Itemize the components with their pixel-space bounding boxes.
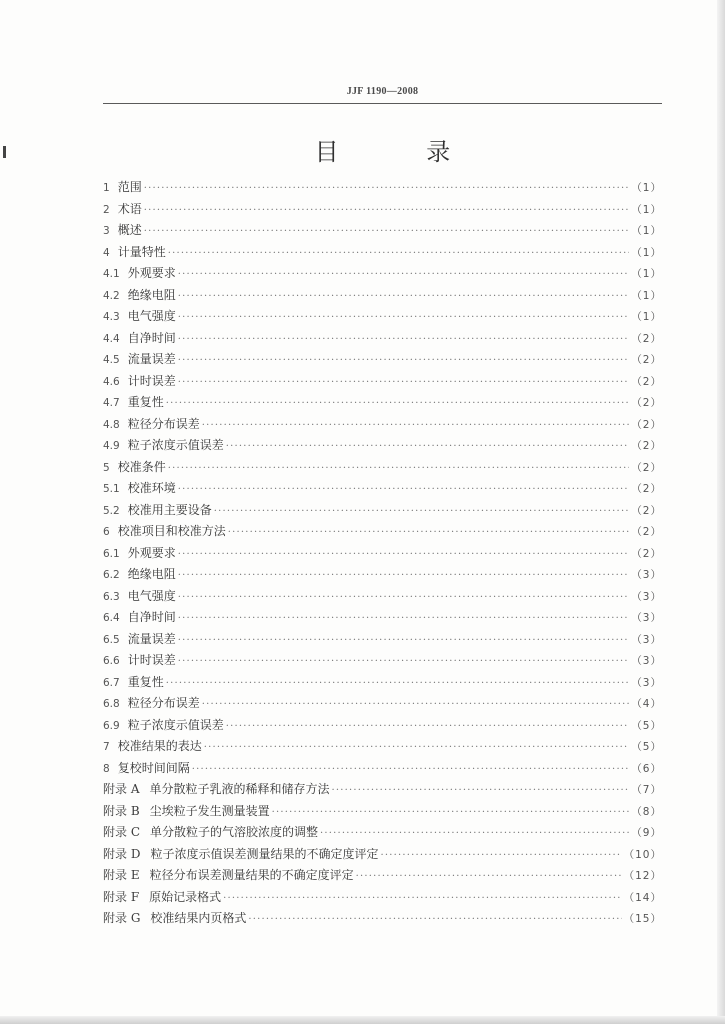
toc-entry-number: 附录 E <box>103 868 140 882</box>
toc-leader-dots <box>168 248 630 259</box>
toc-entry-title: 粒径分布误差测量结果的不确定度评定 <box>149 868 354 882</box>
toc-entry[interactable] <box>103 522 662 544</box>
toc-entry-page: （1） <box>631 246 662 259</box>
toc-entry-page: （6） <box>631 762 662 775</box>
toc-entry-page: （2） <box>631 332 662 345</box>
toc-entry-page: （10） <box>623 848 662 861</box>
toc-entry-page: （1） <box>631 225 662 237</box>
toc-entry-page: （3） <box>631 676 662 689</box>
toc-entry-number: 6.7 <box>103 676 120 689</box>
toc-entry-title: 复校时间间隔 <box>117 760 190 775</box>
toc-leader-dots <box>380 850 621 861</box>
toc-entry[interactable] <box>103 673 662 695</box>
toc-entry-number: 4.6 <box>103 375 120 388</box>
toc-leader-dots <box>226 721 630 732</box>
toc-entry[interactable] <box>103 866 662 888</box>
toc-entry-number: 4.2 <box>103 289 120 302</box>
toc-entry-page: （8） <box>631 805 662 818</box>
toc-leader-dots <box>144 226 630 237</box>
toc-entry-number: 4.3 <box>103 311 120 323</box>
toc-entry-title: 电气强度 <box>127 309 176 323</box>
toc-entry-page: （2） <box>631 547 662 560</box>
toc-entry-number: 6.5 <box>103 633 120 646</box>
table-of-contents <box>103 178 662 931</box>
toc-leader-dots <box>228 527 630 538</box>
toc-entry-title: 粒子浓度示值误差 <box>127 438 224 452</box>
toc-entry[interactable] <box>103 501 662 523</box>
toc-entry-title: 粒子浓度示值误差 <box>127 717 224 732</box>
toc-entry-title: 重复性 <box>127 395 164 409</box>
toc-entry-number: 3 <box>103 225 110 237</box>
toc-entry-number: 5.1 <box>103 483 120 495</box>
toc-entry-page: （3） <box>631 633 662 646</box>
toc-entry-page: （1） <box>631 289 662 302</box>
toc-entry-page: （2） <box>631 418 662 431</box>
toc-leader-dots <box>248 914 621 925</box>
toc-entry[interactable] <box>103 565 662 587</box>
toc-leader-dots <box>356 871 622 882</box>
toc-entry-title: 流量误差 <box>127 631 176 646</box>
toc-leader-dots <box>226 441 630 452</box>
toc-entry-title: 自净时间 <box>127 610 176 624</box>
toc-entry-number: 6.1 <box>103 547 120 560</box>
scan-edge-bottom <box>0 1016 725 1024</box>
toc-entry-title: 校准结果的表达 <box>117 739 202 753</box>
toc-leader-dots <box>202 420 630 431</box>
toc-entry-page: （2） <box>631 440 662 452</box>
toc-entry-number: 6.6 <box>103 655 120 667</box>
scan-artifact-mark <box>3 146 6 158</box>
toc-entry-page: （4） <box>631 698 662 710</box>
toc-entry-title: 校准环境 <box>127 481 176 495</box>
toc-entry-page: （2） <box>631 397 662 409</box>
toc-entry-number: 6.8 <box>103 698 120 710</box>
toc-entry-page: （3） <box>631 590 662 603</box>
toc-entry-page: （7） <box>631 784 662 796</box>
toc-entry-number: 附录 G <box>103 911 141 925</box>
toc-entry-title: 单分散粒子的气溶胶浓度的调整 <box>150 825 319 839</box>
toc-leader-dots <box>178 592 630 603</box>
toc-entry[interactable] <box>103 630 662 652</box>
toc-entry-page: （1） <box>631 268 662 280</box>
toc-entry-number: 6.3 <box>103 590 120 603</box>
toc-entry[interactable] <box>103 415 662 437</box>
toc-entry-number: 4 <box>103 246 110 259</box>
toc-leader-dots <box>223 893 621 904</box>
toc-entry-title: 粒子浓度示值误差测量结果的不确定度评定 <box>150 846 379 861</box>
header-rule <box>103 103 662 104</box>
page-title: 目 录 <box>314 138 491 166</box>
toc-entry-page: （14） <box>623 891 662 904</box>
toc-leader-dots <box>166 398 630 409</box>
toc-leader-dots <box>144 205 630 216</box>
toc-entry-title: 绝缘电阻 <box>127 567 176 581</box>
toc-entry-page: （2） <box>631 375 662 388</box>
toc-entry-number: 5 <box>103 461 110 474</box>
toc-entry-number: 5.2 <box>103 504 120 517</box>
toc-entry-page: （2） <box>631 354 662 366</box>
toc-leader-dots <box>332 785 630 796</box>
toc-entry-title: 校准条件 <box>117 459 166 474</box>
toc-leader-dots <box>178 312 630 323</box>
toc-entry-title: 校准用主要设备 <box>127 502 212 517</box>
toc-leader-dots <box>168 463 630 474</box>
toc-entry-title: 粒径分布误差 <box>127 696 200 710</box>
toc-leader-dots <box>178 291 630 302</box>
toc-entry[interactable] <box>103 608 662 630</box>
toc-leader-dots <box>178 635 630 646</box>
toc-leader-dots <box>178 334 630 345</box>
toc-entry-title: 术语 <box>117 201 142 216</box>
toc-entry-title: 自净时间 <box>127 330 176 345</box>
scan-edge-right <box>717 0 725 1024</box>
toc-entry-number: 2 <box>103 203 110 216</box>
toc-entry-number: 1 <box>103 182 110 194</box>
toc-entry[interactable] <box>103 587 662 609</box>
toc-entry-title: 原始记录格式 <box>149 889 222 904</box>
toc-entry[interactable] <box>103 737 662 759</box>
toc-entry-title: 校准项目和校准方法 <box>117 524 226 538</box>
toc-entry-page: （3） <box>631 569 662 581</box>
toc-leader-dots <box>178 484 630 495</box>
toc-entry[interactable] <box>103 329 662 351</box>
toc-entry-title: 计时误差 <box>127 373 176 388</box>
toc-entry-page: （3） <box>631 655 662 667</box>
toc-entry-title: 计时误差 <box>127 653 176 667</box>
toc-entry[interactable] <box>103 716 662 738</box>
toc-entry[interactable] <box>103 243 662 265</box>
toc-entry-page: （1） <box>631 311 662 323</box>
toc-entry-number: 附录 D <box>103 846 141 861</box>
toc-entry-number: 4.4 <box>103 332 120 345</box>
toc-entry[interactable] <box>103 264 662 286</box>
toc-entry-title: 重复性 <box>127 674 164 689</box>
toc-leader-dots <box>214 506 630 517</box>
toc-entry-title: 范围 <box>117 180 142 194</box>
toc-entry-page: （15） <box>623 913 662 925</box>
toc-entry-number: 6 <box>103 526 110 538</box>
toc-entry-title: 单分散粒子乳液的稀释和储存方法 <box>149 782 330 796</box>
toc-leader-dots <box>178 269 630 280</box>
toc-entry[interactable] <box>103 802 662 824</box>
toc-entry-number: 8 <box>103 762 110 775</box>
toc-entry[interactable] <box>103 436 662 458</box>
toc-entry-title: 概述 <box>117 223 142 237</box>
toc-entry-page: （9） <box>631 827 662 839</box>
toc-entry-page: （2） <box>631 461 662 474</box>
toc-entry-page: （2） <box>631 526 662 538</box>
toc-entry-page: （1） <box>631 182 662 194</box>
toc-entry-number: 4.8 <box>103 418 120 431</box>
toc-entry-page: （3） <box>631 612 662 624</box>
toc-entry[interactable] <box>103 393 662 415</box>
toc-entry[interactable] <box>103 307 662 329</box>
toc-entry-page: （2） <box>631 504 662 517</box>
toc-entry-number: 附录 F <box>103 889 140 904</box>
toc-leader-dots <box>166 678 630 689</box>
toc-entry-page: （12） <box>623 870 662 882</box>
toc-entry-number: 7 <box>103 741 110 753</box>
toc-entry[interactable] <box>103 759 662 781</box>
toc-entry-page: （5） <box>631 741 662 753</box>
toc-entry-page: （2） <box>631 483 662 495</box>
toc-entry-page: （1） <box>631 203 662 216</box>
toc-entry[interactable] <box>103 178 662 200</box>
toc-leader-dots <box>178 377 630 388</box>
toc-leader-dots <box>144 183 630 194</box>
toc-leader-dots <box>178 549 630 560</box>
toc-entry-title: 流量误差 <box>127 352 176 366</box>
toc-entry-number: 4.1 <box>103 268 120 280</box>
toc-entry-number: 6.9 <box>103 719 120 732</box>
toc-entry-title: 外观要求 <box>127 545 176 560</box>
toc-entry-number: 6.2 <box>103 569 120 581</box>
toc-entry[interactable] <box>103 651 662 673</box>
toc-entry-number: 4.7 <box>103 397 120 409</box>
toc-entry[interactable] <box>103 845 662 867</box>
toc-entry[interactable] <box>103 458 662 480</box>
toc-entry[interactable] <box>103 780 662 802</box>
toc-leader-dots <box>178 656 630 667</box>
toc-entry-title: 绝缘电阻 <box>127 287 176 302</box>
toc-entry[interactable] <box>103 221 662 243</box>
toc-entry-title: 计量特性 <box>117 244 166 259</box>
toc-entry[interactable] <box>103 350 662 372</box>
standard-code-header: JJF 1190—2008 <box>346 86 419 97</box>
toc-entry[interactable] <box>103 823 662 845</box>
toc-entry-number: 附录 C <box>103 825 140 839</box>
toc-entry[interactable] <box>103 286 662 308</box>
toc-leader-dots <box>192 764 630 775</box>
toc-entry[interactable] <box>103 694 662 716</box>
toc-leader-dots <box>178 570 630 581</box>
toc-leader-dots <box>204 742 630 753</box>
toc-entry[interactable] <box>103 909 662 931</box>
toc-entry-title: 尘埃粒子发生测量装置 <box>149 803 270 818</box>
toc-entry-number: 4.9 <box>103 440 120 452</box>
toc-leader-dots <box>202 699 630 710</box>
toc-entry-number: 4.5 <box>103 354 120 366</box>
toc-entry-title: 粒径分布误差 <box>127 416 200 431</box>
toc-entry-number: 附录 B <box>103 803 140 818</box>
toc-entry[interactable] <box>103 200 662 222</box>
toc-entry-number: 6.4 <box>103 612 120 624</box>
toc-leader-dots <box>272 807 630 818</box>
toc-entry-title: 外观要求 <box>127 266 176 280</box>
toc-entry-page: （5） <box>631 719 662 732</box>
toc-entry[interactable] <box>103 479 662 501</box>
toc-entry-title: 校准结果内页格式 <box>150 911 247 925</box>
toc-leader-dots <box>320 828 629 839</box>
toc-leader-dots <box>178 355 630 366</box>
toc-entry[interactable] <box>103 544 662 566</box>
toc-entry-number: 附录 A <box>103 782 140 796</box>
toc-entry[interactable] <box>103 372 662 394</box>
toc-entry[interactable] <box>103 888 662 910</box>
toc-entry-title: 电气强度 <box>127 588 176 603</box>
toc-leader-dots <box>178 613 630 624</box>
